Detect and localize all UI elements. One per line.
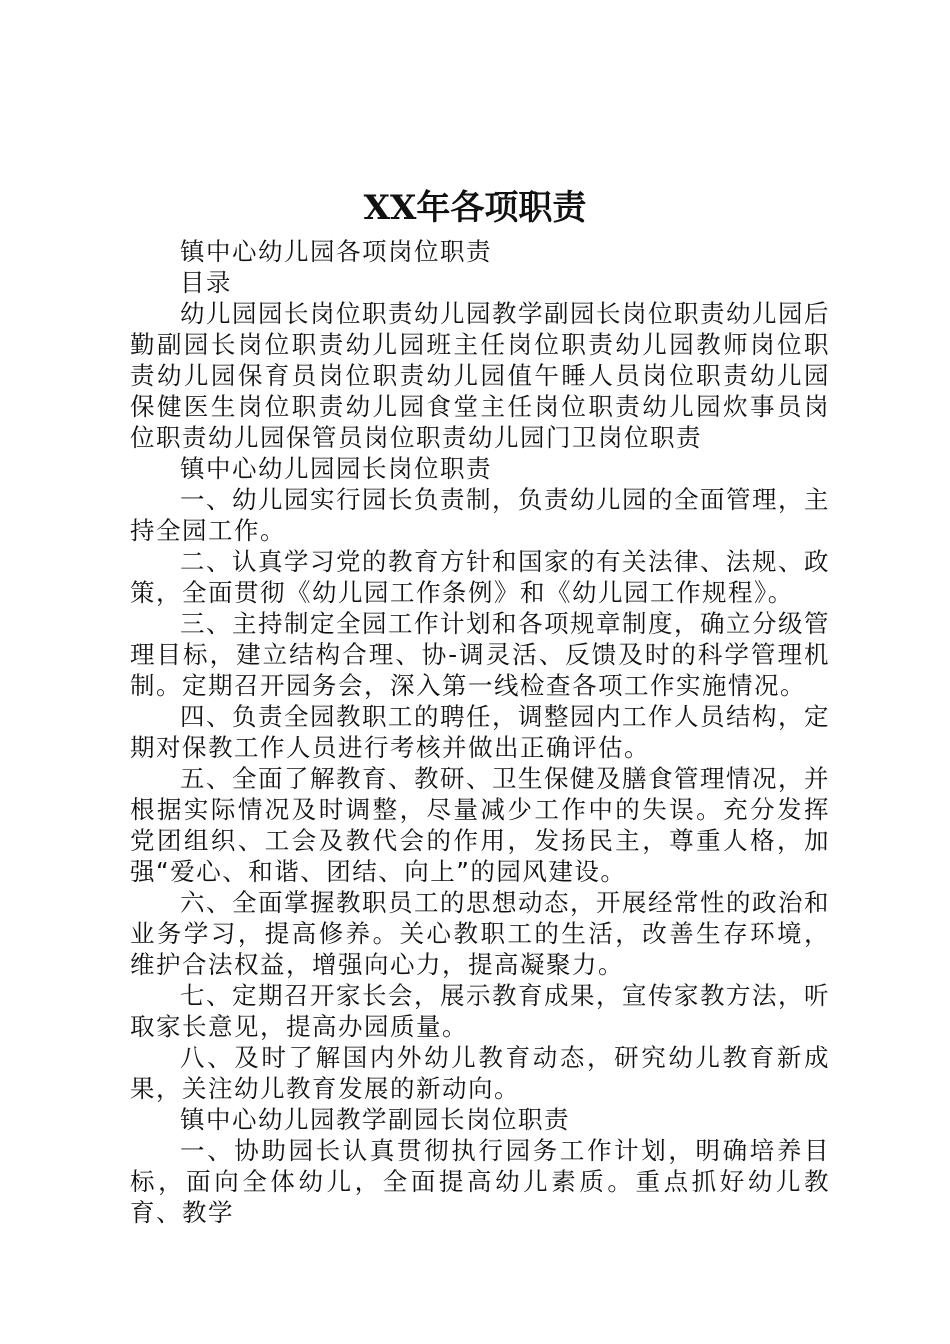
duty-item: 五、全面了解教育、教研、卫生保健及膳食管理情况，并根据实际情况及时调整，尽量减少工作中的失误。充分发挥党团组织、工会及教代会的作用，发扬民主，尊重人格，加强“爱心、和谐、团结、向上”的园风建设。 <box>130 764 830 886</box>
duty-item: 二、认真学习党的教育方针和国家的有关法律、法规、政策，全面贯彻《幼儿园工作条例》和《幼儿园工作规程》。 <box>130 547 830 607</box>
duty-item: 四、负责全园教职工的聘任，调整园内工作人员结构，定期对保教工作人员进行考核并做出正确评估。 <box>130 702 830 762</box>
duty-item: 六、全面掌握教职员工的思想动态，开展经常性的政治和业务学习，提高修养。关心教职工的生活，改善生存环境，维护合法权益，增强向心力，提高凝聚力。 <box>130 888 830 979</box>
duty-item: 七、定期召开家长会，展示教育成果，宣传家教方法，听取家长意见，提高办园质量。 <box>130 981 830 1041</box>
section-heading: 镇中心幼儿园教学副园长岗位职责 <box>180 1105 570 1134</box>
duty-item: 三、主持制定全园工作计划和各项规章制度，确立分级管理目标，建立结构合理、协-调灵活、反馈及时的科学管理机制。定期召开园务会，深入第一线检查各项工作实施情况。 <box>130 609 830 700</box>
document-title: XX年各项职责 <box>363 188 587 228</box>
duty-item: 八、及时了解国内外幼儿教育动态，研究幼儿教育新成果，关注幼儿教育发展的新动向。 <box>130 1043 830 1103</box>
duty-item: 一、幼儿园实行园长负责制，负责幼儿园的全面管理，主持全园工作。 <box>130 485 830 545</box>
toc-heading: 目录 <box>180 268 232 297</box>
section-heading: 镇中心幼儿园园长岗位职责 <box>180 454 492 483</box>
toc-list: 幼儿园园长岗位职责幼儿园教学副园长岗位职责幼儿园后勤副园长岗位职责幼儿园班主任岗位职责幼儿园教师岗位职责幼儿园保育员岗位职责幼儿园值午睡人员岗位职责幼儿园保健医生岗位职责幼儿园食堂主任岗位职责幼儿园炊事员岗位职责幼儿园保管员岗位职责幼儿园门卫岗位职责 <box>130 299 830 452</box>
duty-item: 一、协助园长认真贯彻执行园务工作计划，明确培养目标，面向全体幼儿，全面提高幼儿素质。重点抓好幼儿教育、教学 <box>130 1136 830 1227</box>
section-heading: 镇中心幼儿园各项岗位职责 <box>180 237 492 266</box>
document-body <box>130 236 830 1228</box>
